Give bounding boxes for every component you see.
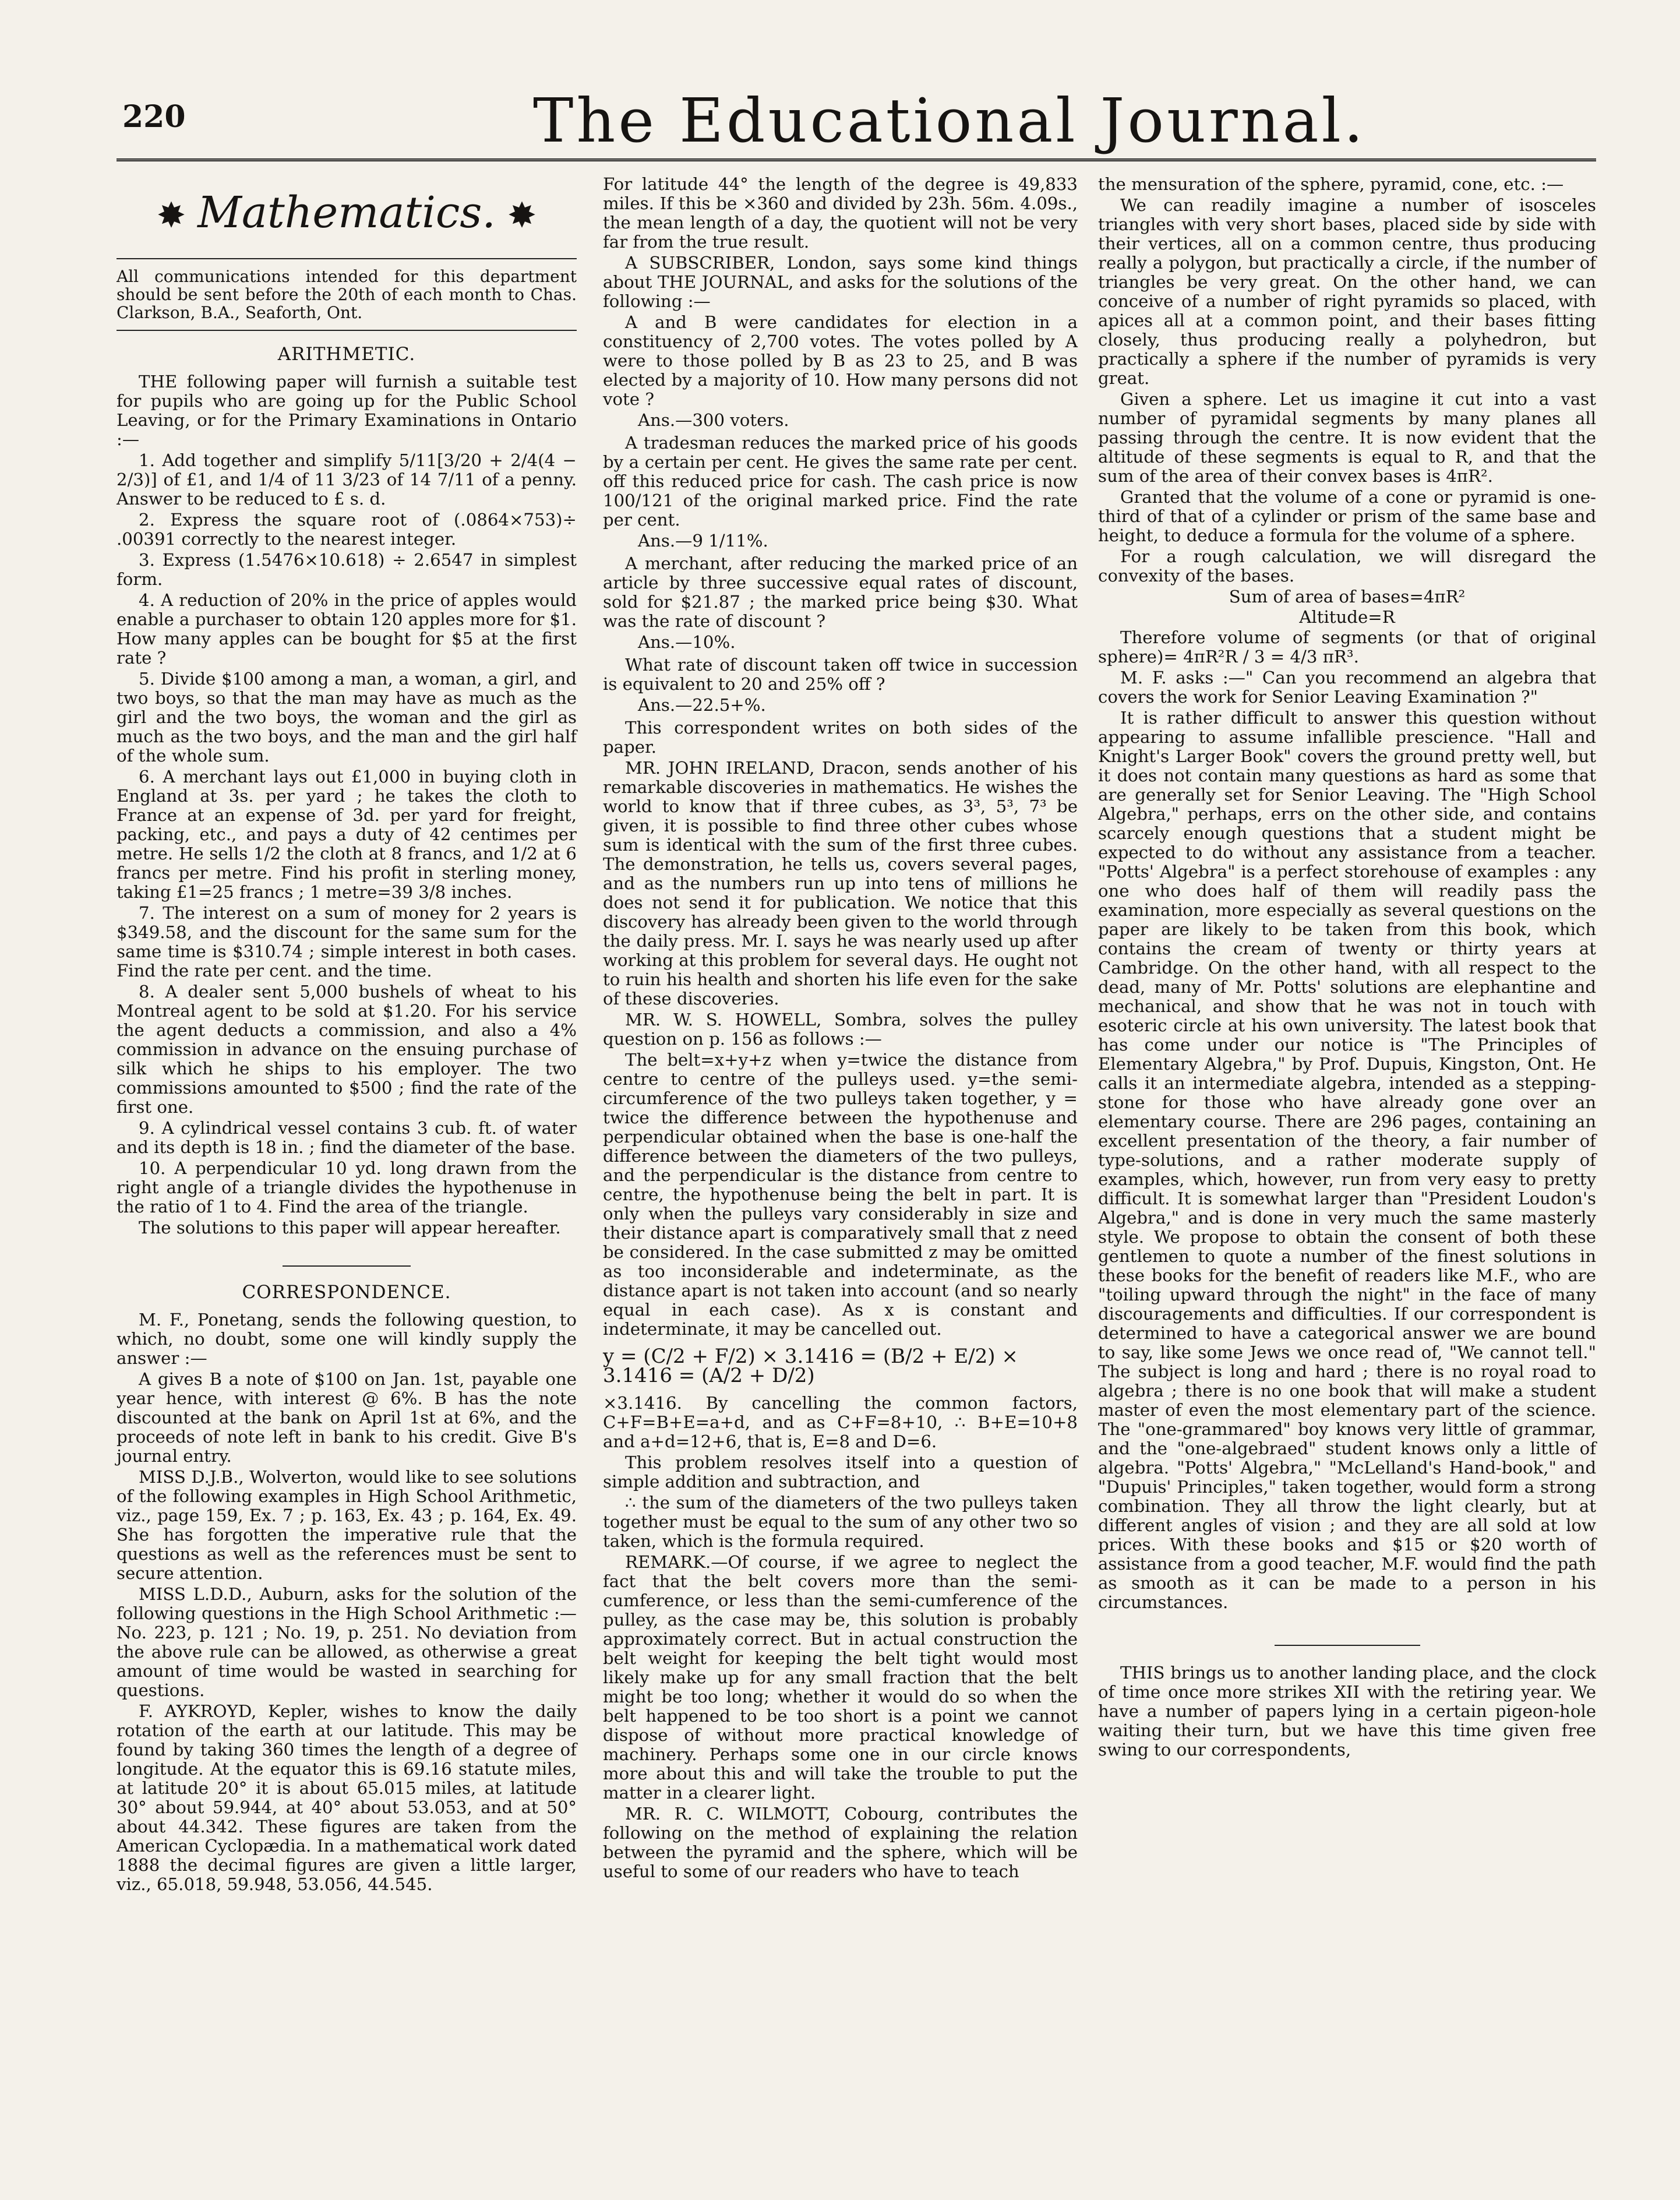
correspondence-item: F. AYKROYD, Kepler, wishes to know the daily rotation of the earth at our latitude. This may be found by taking 360 times the length of a degree of longitude. At the equator this is 69.16 statute miles, at latitude 20° it is about 65.015 miles, at latitude 30° about 59.944, at 40° about 53.053, and at 50° about 44.342. These figures are taken from the American Cyclopædia. In a mathematical work dated 1888 the decimal figures are given a little larger, viz., 65.018, 59.948, 53.056, 44.545. — [117, 1701, 577, 1894]
question: What rate of discount taken off twice in succession is equivalent to 20 and 25% off ? — [603, 655, 1078, 694]
page-number: 220 — [122, 99, 186, 135]
section-divider — [1275, 1645, 1420, 1646]
column-2 — [603, 175, 1078, 1883]
question-2: 2. Express the square root of (.0864×753)÷ .00391 correctly to the nearest integer. — [117, 510, 577, 549]
question: A merchant, after reducing the marked price of an article by three successive equal rates of discount, sold for $21.87 ; the marked price being $30. What was the rate of discount ? — [603, 553, 1078, 631]
answer: Ans.—10%. — [638, 632, 736, 652]
arithmetic-intro: THE following paper will furnish a suitable test for pupils who are going up for the Public School Leaving, or for the Primary Examinations in Ontario :— — [117, 372, 577, 449]
correspondence-item: A gives B a note of $100 on Jan. 1st, payable one year hence, with interest @ 6%. B has the note discounted at the bank on April 1st at 6%, and the proceeds of note left in bank to his credit. Give B's journal entry. — [117, 1369, 577, 1466]
paragraph: the mensuration of the sphere, pyramid, cone, etc. :— — [1098, 174, 1564, 194]
paragraph: ∴ the sum of the diameters of the two pulleys taken together must be equal to the sum of any other two so taken, which is the formula required. — [603, 1493, 1078, 1551]
remark: REMARK.—Of course, if we agree to neglect the fact that the belt covers more than the semi-cumference, or less than the semi-cumference of the pulley, as the case may be, this solution is probably approximately correct. But in actual construction the belt weight for keeping the belt tight would most likely make up for any small fraction that the belt might be too long; whether it would do so when the belt happened to be too short is a point we cannot dispose of without more practical knowledge of machinery. Perhaps some one in our circle knows more about this and will take the trouble to put the matter in a clearer light. — [603, 1552, 1078, 1803]
section-divider — [283, 1265, 411, 1267]
question-9: 9. A cylindrical vessel contains 3 cub. ft. of water and its depth is 18 in. ; find the diameter of the base. — [117, 1118, 577, 1157]
column-1 — [117, 175, 577, 1896]
journal-title: The Educational Journal. — [533, 85, 1366, 156]
question-3: 3. Express (1.5476×10.618) ÷ 2.6547 in simplest form. — [117, 550, 577, 589]
ornament-star-icon: ✸ — [156, 195, 186, 236]
arithmetic-heading: ARITHMETIC. — [277, 344, 416, 365]
paragraph: This correspondent writes on both sides of the paper. — [603, 718, 1078, 757]
question: A and B were candidates for election in a constituency of 2,700 votes. The votes polled by A were to those polled by B as 23 to 25, and B was elected by a majority of 10. How many persons did not vote ? — [603, 312, 1078, 409]
answer: Ans.—22.5+%. — [638, 695, 766, 715]
paragraph: ×3.1416. By cancelling the common factors, C+F=B+E=a+d, and as C+F=8+10, ∴ B+E=10+8 and a+d=12+6, that is, E=8 and D=6. — [603, 1393, 1078, 1451]
paragraph: It is rather difficult to answer this question without appearing to assume infallible prescience. "Hall and Knight's Larger Book" covers the ground pretty well, but it does not contain many questions as hard as some that are generally set for Senior Leaving. The "High School Algebra," perhaps, errs on the other side, and contains scarcely enough questions that a student might be expected to do without any assistance from a teacher. "Potts' Algebra" is a perfect storehouse of examples : any one who does half of them will readily pass the examination, more especially as several questions on the paper are likely to be taken from this book, which contains the cream of twenty or thirty years at Cambridge. On the other hand, with all respect to the dead, many of Mr. Potts' solutions are elephantine and mechanical, and show that he was not in touch with esoteric circle at his own university. The latest book that has come under our notice is "The Principles of Elementary Algebra," by Prof. Dupuis, Kingston, Ont. He calls it an intermediate algebra, intended as a stepping-stone for those who have already gone over an elementary course. There are 296 pages, containing an excellent presentation of the theory, a fair number of type-solutions, and a rather moderate supply of examples, which, however, run from very easy to pretty difficult. It is somewhat larger than "President Loudon's Algebra," and is done in very much the same masterly style. We propose to obtain the consent of both these gentlemen to quote a number of the finest solutions in these books for the benefit of readers like M.F., who are "toiling upward through the night" in the face of many discouragements and difficulties. If our correspondent is determined to have a categorical answer we are bound to say, like some Jews we once read of, "We cannot tell." The subject is long and hard ; there is no royal road to algebra ; there is no one book that will make a student master of even the most elementary part of the science. The "one-grammared" boy knows very little of grammar, and the "one-algebraed" student knows only a little of algebra. "Potts' Algebra," "McLelland's Hand-book," and "Dupuis' Principles," taken together, would form a strong combination. They all throw the light clearly, but at different angles of vision ; and they are all sold at low prices. With these books and $15 or $20 worth of assistance from a good teacher, M.F. would find the path as smooth as it can be made to a person in his circumstances. — [1098, 708, 1596, 1612]
department-note: All communications intended for this department should be sent before the 20th of each month to Chas. Clarkson, B.A., Seaforth, Ont. — [117, 258, 577, 331]
equation: Sum of area of bases=4πR² — [1229, 587, 1466, 607]
question-5: 5. Divide $100 among a man, a woman, a girl, and two boys, so that the man may have as much as the girl and the two boys, the woman and the girl as much as the two boys, and the man and the girl half of the whole sum. — [117, 669, 577, 766]
department-heading — [117, 188, 577, 238]
paragraph: M. F. asks :—" Can you recommend an algebra that covers the work for Senior Leaving Examination ?" — [1098, 668, 1596, 707]
correspondence-item: M. F., Ponetang, sends the following question, to which, no doubt, some one will kindly supply the answer :— — [117, 1310, 577, 1368]
answer: Ans.—300 voters. — [638, 410, 789, 430]
column-3 — [1098, 175, 1596, 1761]
ornament-star-icon: ✸ — [507, 195, 537, 236]
header-rule — [117, 158, 1596, 161]
paragraph: Granted that the volume of a cone or pyramid is one-third of that of a cylinder or prism of the same base and height, to deduce a formula for the volume of a sphere. — [1098, 487, 1596, 545]
paragraph: For latitude 44° the length of the degree is 49,833 miles. If this be ×360 and divided by 23h. 56m. 4.09s., the mean length of a day, the quotient will not be very far from the true result. — [603, 174, 1078, 252]
page-header — [117, 87, 1596, 157]
paragraph: Given a sphere. Let us imagine it cut into a vast number of pyramidal segments by many planes all passing through the centre. It is now evident that the altitude of these segments is equal to R, and that the sum of the area of their convex bases is 4πR². — [1098, 389, 1596, 486]
paragraph: A SUBSCRIBER, London, says some kind things about THE JOURNAL, and asks for the solutions of the following :— — [603, 253, 1078, 311]
question-8: 8. A dealer sent 5,000 bushels of wheat to his Montreal agent to be sold at $1.20. For his service the agent deducts a commission, and also a 4% commission in advance on the ensuing purchase of silk which he ships to his employer. The two commissions amounted to $500 ; find the rate of the first one. — [117, 982, 577, 1117]
question-1: 1. Add together and simplify 5/11[3/20 + 2/4(4 − 2/3)] of £1, and 1/4 of 11 3/23 of 14 7/11 of a penny. Answer to be reduced to £ s. d. — [117, 450, 577, 509]
paragraph: THIS brings us to another landing place, and the clock of time once more strikes XII with the retiring year. We have a number of papers lying in a certain pigeon-hole waiting their turn, but we have this time given free swing to our correspondents, — [1098, 1663, 1596, 1760]
paragraph: MR. R. C. WILMOTT, Cobourg, contributes the following on the method of explaining the relation between the pyramid and the sphere, which will be useful to some of our readers who have to teach — [603, 1804, 1078, 1881]
question: A tradesman reduces the marked price of his goods by a certain per cent. He gives the same rate per cent. off this reduced price for cash. The cash price is now 100/121 of the original marked price. Find the rate per cent. — [603, 433, 1078, 530]
paragraph: For a rough calculation, we will disregard the convexity of the bases. — [1098, 547, 1596, 586]
question-10: 10. A perpendicular 10 yd. long drawn from the right angle of a triangle divides the hypothenuse in the ratio of 1 to 4. Find the area of the triangle. — [117, 1158, 577, 1217]
correspondence-item: MISS L.D.D., Auburn, asks for the solution of the following questions in the High School Arithmetic :—No. 223, p. 121 ; No. 19, p. 251. No deviation from the above rule can be allowed, as otherwise a great amount of time would be wasted in searching for questions. — [117, 1584, 577, 1700]
correspondence-item: MISS D.J.B., Wolverton, would like to see solutions of the following examples in High School Arithmetic, viz., page 159, Ex. 7 ; p. 163, Ex. 43 ; p. 164, Ex. 49. She has forgotten the imperative rule that the questions as well as the references must be sent to secure attention. — [117, 1467, 577, 1583]
question-6: 6. A merchant lays out £1,000 in buying cloth in England at 3s. per yard ; he takes the cloth to France at an expense of 3d. per yard for freight, packing, etc., and pays a duty of 42 centimes per metre. He sells 1/2 the cloth at 8 francs, and 1/2 at 6 francs per metre. Find his profit in sterling money, taking £1=25 francs ; 1 metre=39 3/8 inches. — [117, 767, 577, 902]
paragraph: The belt=x+y+z when y=twice the distance from centre to centre of the pulleys used. y=the semi-circumference of the two pulleys taken together, y = twice the difference between the hypothenuse and perpendicular obtained when the base is one-half the difference between the diameters of the two pulleys, and the perpendicular is the distance from centre to centre, the hypothenuse being the belt in part. It is only when the pulleys vary considerably in size and their distance apart is comparatively small that z need be considered. In the case submitted z may be omitted as too inconsiderable and indeterminate, as the distance apart is not taken into account (and so nearly equal in each case). As x is constant and indeterminate, it may be cancelled out. — [603, 1050, 1078, 1339]
paragraph: This problem resolves itself into a question of simple addition and subtraction, and — [603, 1452, 1078, 1492]
equation: Altitude=R — [1299, 607, 1395, 627]
question-7: 7. The interest on a sum of money for 2 years is $349.58, and the discount for the same sum for the same time is $310.74 ; simple interest in both cases. Find the rate per cent. and the time. — [117, 903, 577, 981]
paragraph: Therefore volume of segments (or that of original sphere)= 4πR²R / 3 = 4/3 πR³. — [1098, 627, 1596, 667]
question-4: 4. A reduction of 20% in the price of apples would enable a purchaser to obtain 120 apples more for $1. How many apples can be bought for $5 at the first rate ? — [117, 590, 577, 668]
solutions-note: The solutions to this paper will appear hereafter. — [139, 1218, 561, 1238]
paragraph: We can readily imagine a number of isosceles triangles with very short bases, placed side by side with their vertices, all on a common centre, thus producing really a polygon, but practically a circle, if the number of triangles be very great. On the other hand, we can conceive of a number of right pyramids so placed, with apices all at a common point, and their bases fitting closely, thus producing really a polyhedron, but practically a sphere if the number of pyramids is very great. — [1098, 195, 1596, 388]
equation: y = (C/2 + F/2) × 3.1416 = (B/2 + E/2) × 3.1416 = (A/2 + D/2) — [603, 1345, 1018, 1387]
answer: Ans.—9 1/11%. — [638, 531, 768, 551]
paragraph: MR. W. S. HOWELL, Sombra, solves the pulley question on p. 156 as follows :— — [603, 1010, 1078, 1049]
department-title: Mathematics. — [197, 188, 496, 238]
paragraph: MR. JOHN IRELAND, Dracon, sends another of his remarkable discoveries in mathematics. He wishes the world to know that if three cubes, as 3³, 5³, 7³ be given, it is possible to find three other cubes whose sum is identical with the sum of the first three cubes. The demonstration, he tells us, covers several pages, and as the numbers run up into tens of millions he does not send it for publication. We notice that this discovery has already been given to the world through the daily press. Mr. I. says he was nearly used up after working at this problem for several days. He ought not to ruin his health and shorten his life even for the sake of these discoveries. — [603, 758, 1078, 1009]
correspondence-heading: CORRESPONDENCE. — [242, 1282, 451, 1303]
